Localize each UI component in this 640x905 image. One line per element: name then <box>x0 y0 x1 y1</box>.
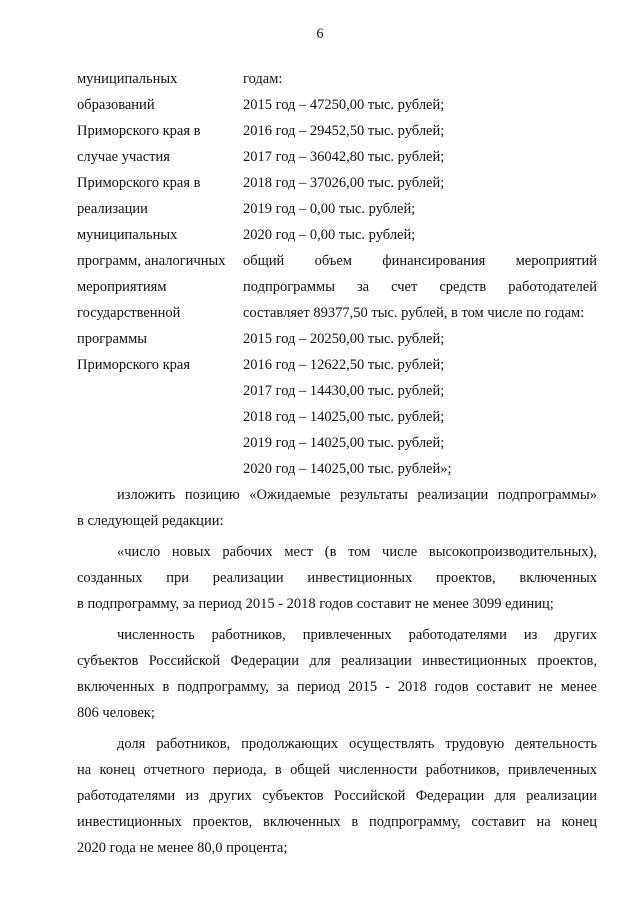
page-number: 6 <box>316 26 324 42</box>
right-cell-line: подпрограммы за счет средств работодателей <box>243 279 597 295</box>
funding-year-line: 2016 год – 29452,50 тыс. рублей; <box>243 123 445 139</box>
left-cell-line: государственной <box>77 305 181 321</box>
paragraph-line: 2020 года не менее 80,0 процента; <box>77 840 288 856</box>
funding-year-line: 2020 год – 14025,00 тыс. рублей»; <box>243 461 452 477</box>
left-cell-line: программы <box>77 331 147 347</box>
left-cell-line: Приморского края <box>77 357 191 373</box>
paragraph-line: численность работников, привлеченных работодателями из других <box>117 627 597 643</box>
funding-year-line: 2018 год – 37026,00 тыс. рублей; <box>243 175 445 191</box>
paragraph-line: инвестиционных проектов, включенных в подпрограмму, составит на конец <box>77 814 597 830</box>
funding-year-line: 2017 год – 14430,00 тыс. рублей; <box>243 383 445 399</box>
paragraph-line: изложить позицию «Ожидаемые результаты реализации подпрограммы» <box>117 487 597 503</box>
funding-year-line: 2019 год – 14025,00 тыс. рублей; <box>243 435 445 451</box>
funding-year-line: 2015 год – 20250,00 тыс. рублей; <box>243 331 445 347</box>
table-right-column <box>243 66 597 482</box>
left-cell-line: муниципальных <box>77 227 178 243</box>
left-cell-line: Приморского края в <box>77 175 201 191</box>
funding-year-line: 2015 год – 47250,00 тыс. рублей; <box>243 97 445 113</box>
paragraph-line: доля работников, продолжающих осуществлять трудовую деятельность <box>117 736 597 752</box>
paragraph-line: созданных при реализации инвестиционных проектов, включенных <box>77 570 597 586</box>
left-cell-line: программ, аналогичных <box>77 253 226 269</box>
paragraph-line: включенных в подпрограмму, за период 2015 - 2018 годов составит не менее <box>77 679 597 695</box>
table-left-column <box>77 66 237 378</box>
paragraph-line: 806 человек; <box>77 705 155 721</box>
funding-year-line: 2020 год – 0,00 тыс. рублей; <box>243 227 416 243</box>
paragraph-line: работодателями из других субъектов Российской Федерации для реализации <box>77 788 597 804</box>
paragraph-line: субъектов Российской Федерации для реализации инвестиционных проектов, <box>77 653 597 669</box>
left-cell-line: образований <box>77 97 155 113</box>
paragraph-line: на конец отчетного периода, в общей численности работников, привлеченных <box>77 762 597 778</box>
left-cell-line: Приморского края в <box>77 123 201 139</box>
right-cell-line: годам: <box>243 71 283 87</box>
right-cell-line: общий объем финансирования мероприятий <box>243 253 597 269</box>
funding-year-line: 2018 год – 14025,00 тыс. рублей; <box>243 409 445 425</box>
paragraph-line: в подпрограмму, за период 2015 - 2018 годов составит не менее 3099 единиц; <box>77 596 554 612</box>
funding-year-line: 2016 год – 12622,50 тыс. рублей; <box>243 357 445 373</box>
paragraph-line: «число новых рабочих мест (в том числе высокопроизводительных), <box>117 544 597 560</box>
left-cell-line: реализации <box>77 201 148 217</box>
right-cell-line: составляет 89377,50 тыс. рублей, в том числе по годам: <box>243 305 585 321</box>
left-cell-line: случае участия <box>77 149 170 165</box>
funding-year-line: 2017 год – 36042,80 тыс. рублей; <box>243 149 445 165</box>
left-cell-line: мероприятиям <box>77 279 167 295</box>
funding-year-line: 2019 год – 0,00 тыс. рублей; <box>243 201 416 217</box>
left-cell-line: муниципальных <box>77 71 178 87</box>
paragraph-line: в следующей редакции: <box>77 513 224 529</box>
document-body <box>77 482 597 861</box>
